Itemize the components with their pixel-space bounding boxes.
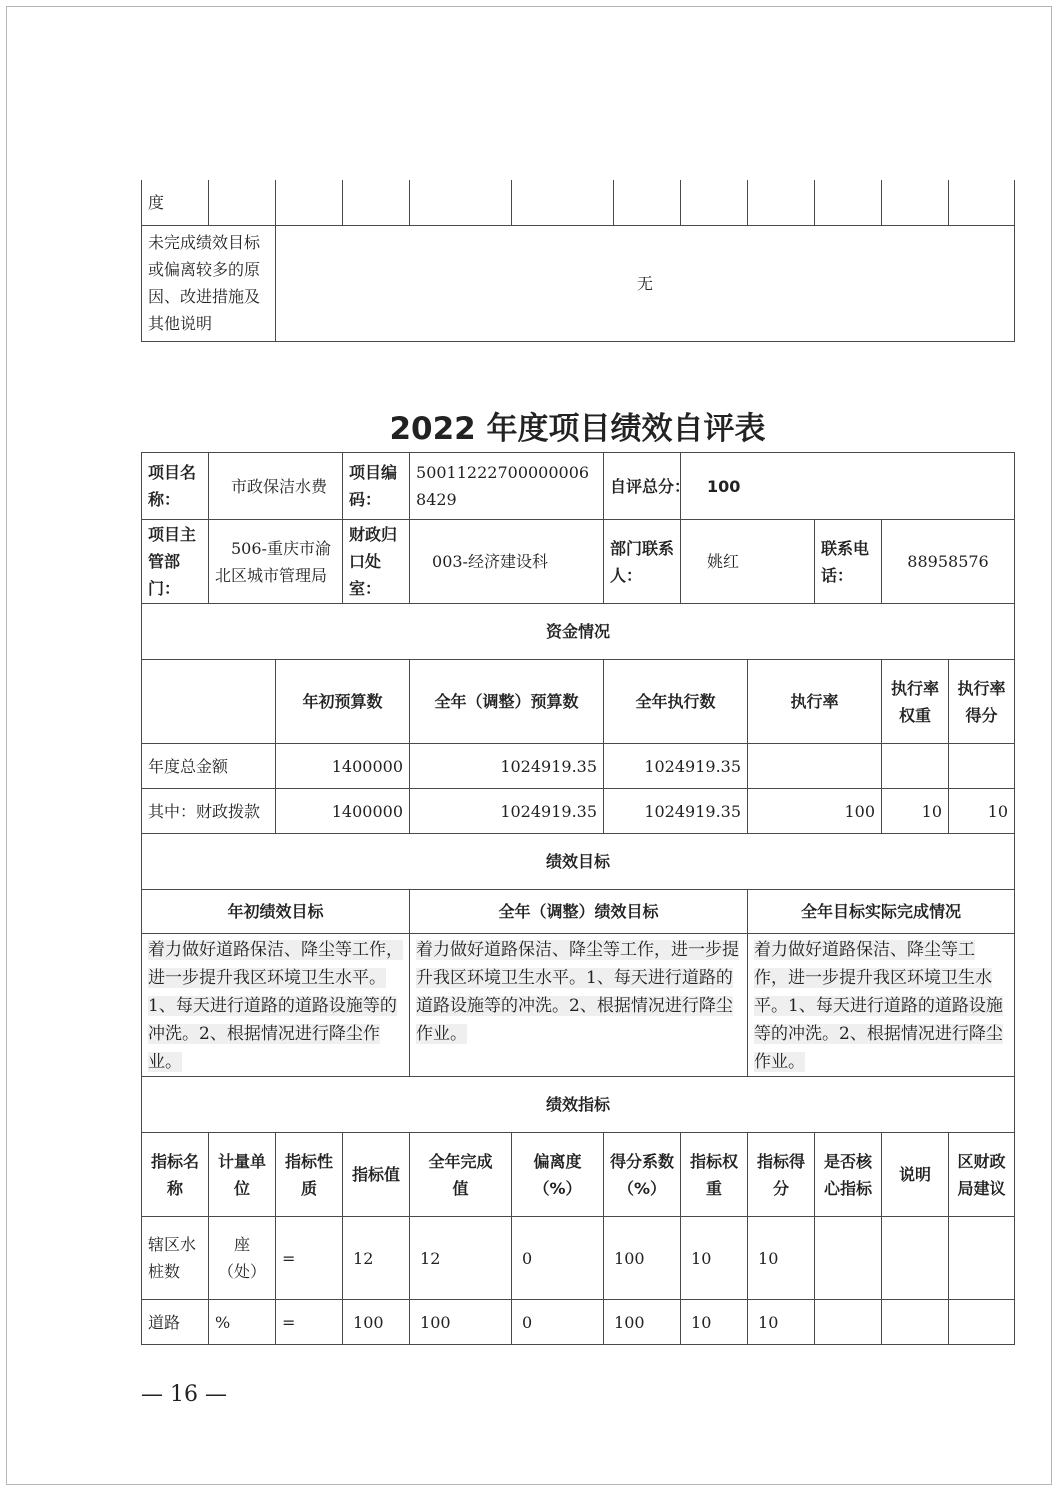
goals-section-title: 绩效目标 [142,834,1015,890]
ind-header-deviation: 偏离度（%） [512,1133,604,1217]
funds-initial: 1400000 [276,789,410,834]
funds-row-label: 其中：财政拨款 [142,789,276,834]
ind-header-weight: 指标权重 [681,1133,748,1217]
funds-initial: 1400000 [276,744,410,789]
funds-weight: 10 [882,789,949,834]
project-name-value: 市政保洁水费 [209,453,343,520]
funds-header-initial: 年初预算数 [276,660,410,744]
table-row [142,1217,1015,1300]
funds-weight [882,744,949,789]
ind-actual: 100 [410,1300,512,1345]
ind-unit: % [209,1300,276,1345]
goals-header-initial: 年初绩效目标 [142,890,410,934]
ind-core [815,1217,882,1300]
ind-header-core: 是否核心指标 [815,1133,882,1217]
funds-header-adjusted: 全年（调整）预算数 [410,660,604,744]
contact-value: 姚红 [681,520,815,604]
funds-adjusted: 1024919.35 [410,789,604,834]
page-title: 2022 年度项目绩效自评表 [389,411,766,447]
ind-header-unit: 计量单位 [209,1133,276,1217]
goals-header-actual: 全年目标实际完成情况 [748,890,1015,934]
ind-actual: 12 [410,1217,512,1300]
indicators-section-title: 绩效指标 [142,1077,1015,1133]
dept-value: 506-重庆市渝北区城市管理局 [209,520,343,604]
funds-header-rate: 执行率 [748,660,882,744]
ind-header-advice: 区财政局建议 [949,1133,1015,1217]
ind-advice [949,1217,1015,1300]
funds-header-score: 执行率得分 [949,660,1015,744]
table-row [142,744,1015,789]
ind-advice [949,1300,1015,1345]
ind-deviation: 0 [512,1300,604,1345]
goal-initial: 着力做好道路保洁、降尘等工作，进一步提升我区环境卫生水平。1、每天进行道路的道路设施等的冲洗。2、根据情况进行降尘作业。 [142,934,410,1077]
ind-score: 10 [748,1217,815,1300]
ind-core [815,1300,882,1345]
goal-adjusted: 着力做好道路保洁、降尘等工作，进一步提升我区环境卫生水平。1、每天进行道路的道路设施等的冲洗。2、根据情况进行降尘作业。 [410,934,748,1077]
funds-header-weight: 执行率权重 [882,660,949,744]
funds-adjusted: 1024919.35 [410,744,604,789]
project-code-value: 500112227000000068429 [410,453,604,520]
ind-header-actual: 全年完成值 [410,1133,512,1217]
funds-score [949,744,1015,789]
performance-table [141,452,1015,1345]
ind-header-note: 说明 [882,1133,949,1217]
goals-header-adjusted: 全年（调整）绩效目标 [410,890,748,934]
funds-section-title: 资金情况 [142,604,1015,660]
ind-note [882,1300,949,1345]
funds-executed: 1024919.35 [604,789,748,834]
funds-rate: 100 [748,789,882,834]
ind-header-target: 指标值 [343,1133,410,1217]
ind-nature: = [276,1217,343,1300]
ind-weight: 10 [681,1300,748,1345]
dept-label: 项目主管部门： [142,520,209,604]
ind-unit: 座（处） [209,1217,276,1300]
score-label: 自评总分： [604,453,681,520]
ind-header-coef: 得分系数（%） [604,1133,681,1217]
ind-header-name: 指标名称 [142,1133,209,1217]
ind-weight: 10 [681,1217,748,1300]
funds-rate [748,744,882,789]
degree-label: 度 [142,180,209,225]
ind-coef: 100 [604,1217,681,1300]
ind-deviation: 0 [512,1217,604,1300]
project-code-label: 项目编码： [343,453,410,520]
reason-label: 未完成绩效目标或偏离较多的原因、改进措施及其他说明 [142,225,276,341]
ind-note [882,1217,949,1300]
funds-row-label: 年度总金额 [142,744,276,789]
funds-score: 10 [949,789,1015,834]
ind-name: 道路 [142,1300,209,1345]
goal-actual: 着力做好道路保洁、降尘等工作，进一步提升我区环境卫生水平。1、每天进行道路的道路设施等的冲洗。2、根据情况进行降尘作业。 [748,934,1015,1077]
ind-score: 10 [748,1300,815,1345]
ind-coef: 100 [604,1300,681,1345]
phone-label: 联系电话： [815,520,882,604]
office-value: 003-经济建设科 [410,520,604,604]
previous-table-continuation [141,180,1015,342]
ind-target: 12 [343,1217,410,1300]
reason-value: 无 [276,225,1015,341]
score-value: 100 [681,453,1015,520]
ind-header-score: 指标得分 [748,1133,815,1217]
page-number: — 16 — [141,1382,227,1407]
table-row [142,789,1015,834]
phone-value: 88958576 [882,520,1015,604]
ind-nature: = [276,1300,343,1345]
contact-label: 部门联系人： [604,520,681,604]
ind-name: 辖区水桩数 [142,1217,209,1300]
table-row [142,1300,1015,1345]
funds-header-executed: 全年执行数 [604,660,748,744]
ind-header-nature: 指标性质 [276,1133,343,1217]
funds-executed: 1024919.35 [604,744,748,789]
project-name-label: 项目名称： [142,453,209,520]
office-label: 财政归口处室： [343,520,410,604]
ind-target: 100 [343,1300,410,1345]
